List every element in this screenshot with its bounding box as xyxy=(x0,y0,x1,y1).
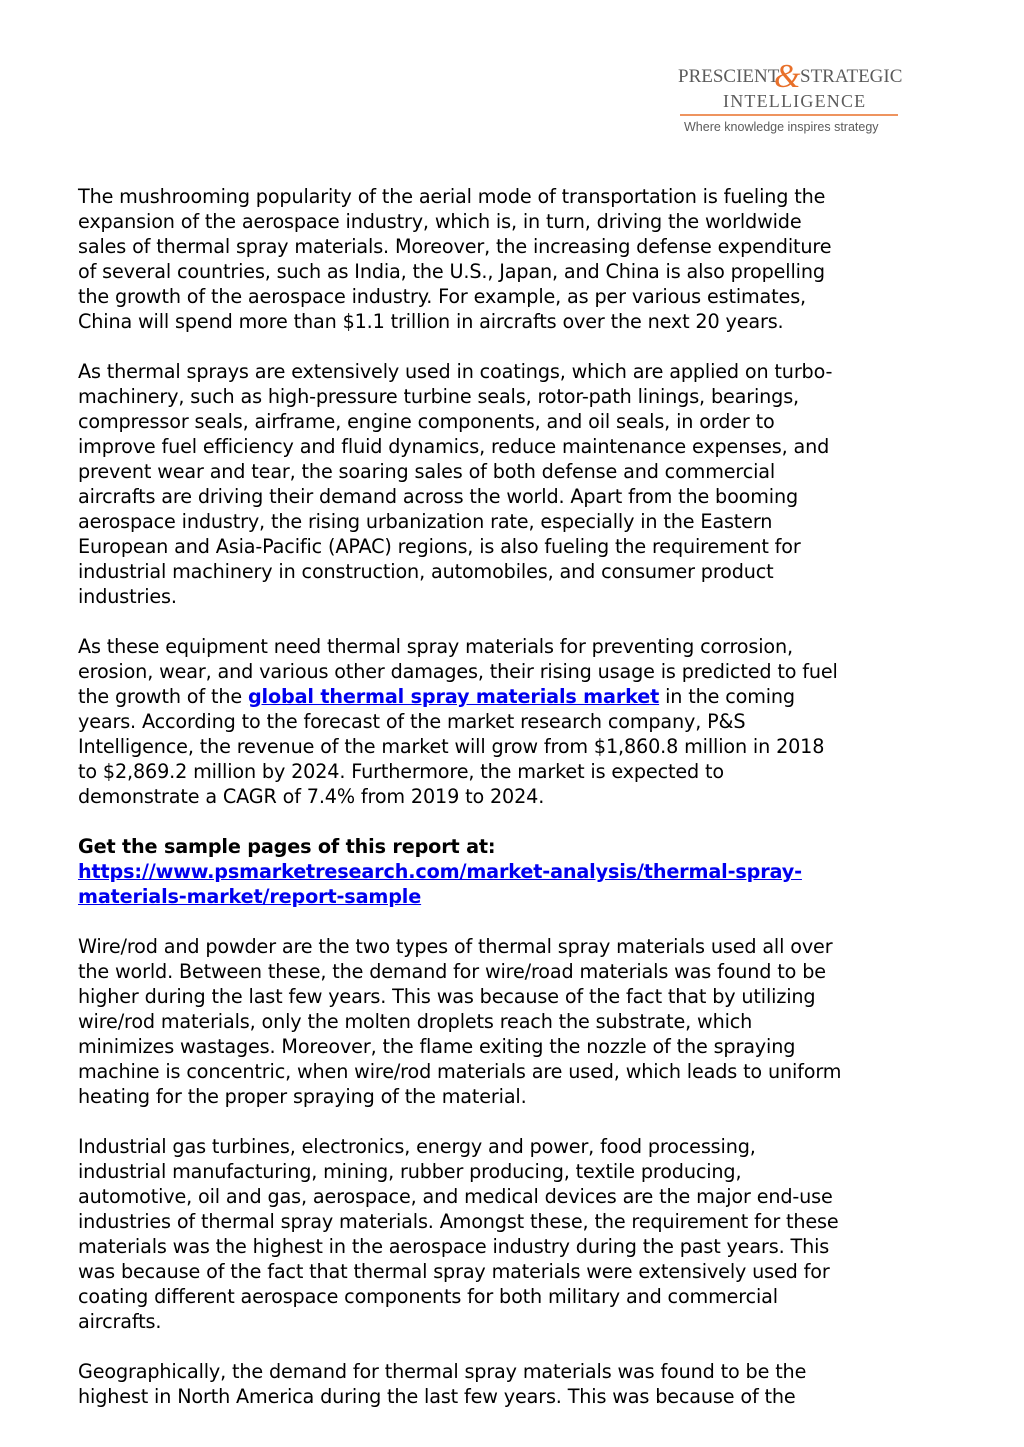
text-line: prevent wear and tear, the soaring sales of both defense and commercial xyxy=(78,460,776,483)
logo-graphic xyxy=(676,62,902,140)
text-fragment: in the coming xyxy=(659,685,795,708)
text-line: sales of thermal spray materials. Moreover, the increasing defense expenditure xyxy=(78,235,832,258)
text-line: industries of thermal spray materials. Amongst these, the requirement for these xyxy=(78,1210,839,1233)
paragraph-end-use xyxy=(78,1134,928,1334)
text-line: Wire/rod and powder are the two types of thermal spray materials used all over xyxy=(78,935,833,958)
text-line: years. According to the forecast of the market research company, P&S xyxy=(78,710,746,733)
text-line: aircrafts are driving their demand across the world. Apart from the booming xyxy=(78,485,799,508)
text-line: materials was the highest in the aerospace industry during the past years. This xyxy=(78,1235,830,1258)
paragraph-market-forecast xyxy=(78,634,928,809)
text-line: industrial machinery in construction, automobiles, and consumer product xyxy=(78,560,774,583)
text-line: As thermal sprays are extensively used in coatings, which are applied on turbo- xyxy=(78,360,833,383)
text-line: of several countries, such as India, the U.S., Japan, and China is also propelling xyxy=(78,260,825,283)
text-line: industries. xyxy=(78,585,177,608)
text-line: expansion of the aerospace industry, which is, in turn, driving the worldwide xyxy=(78,210,802,233)
text-line: The mushrooming popularity of the aerial mode of transportation is fueling the xyxy=(78,185,826,208)
text-line: automotive, oil and gas, aerospace, and medical devices are the major end-use xyxy=(78,1185,833,1208)
text-line: demonstrate a CAGR of 7.4% from 2019 to 2024. xyxy=(78,785,545,808)
text-line: coating different aerospace components for both military and commercial xyxy=(78,1285,778,1308)
sample-url-line: https://www.psmarketresearch.com/market-analysis/thermal-spray- xyxy=(78,860,802,883)
sample-pages-section xyxy=(78,834,928,909)
logo-ampersand: & xyxy=(774,62,801,95)
text-line: aircrafts. xyxy=(78,1310,162,1333)
document-body xyxy=(78,184,928,1434)
text-line: European and Asia-Pacific (APAC) regions, is also fueling the requirement for xyxy=(78,535,801,558)
paragraph-geography xyxy=(78,1359,928,1409)
text-line: heating for the proper spraying of the material. xyxy=(78,1085,527,1108)
logo-name-right: STRATEGIC xyxy=(800,66,902,87)
text-fragment: the growth of the xyxy=(78,685,248,708)
text-line: Industrial gas turbines, electronics, energy and power, food processing, xyxy=(78,1135,756,1158)
text-line: aerospace industry, the rising urbanization rate, especially in the Eastern xyxy=(78,510,773,533)
logo-name-left: PRESCIENT xyxy=(678,66,780,87)
text-line: highest in North America during the last few years. This was because of the xyxy=(78,1385,796,1408)
market-report-link[interactable]: global thermal spray materials market xyxy=(247,685,660,708)
text-line: the world. Between these, the demand for wire/road materials was found to be xyxy=(78,960,826,983)
text-line: Intelligence, the revenue of the market will grow from $1,860.8 million in 2018 xyxy=(78,735,825,758)
sample-url-line: materials-market/report-sample xyxy=(78,885,422,908)
text-line: China will spend more than $1.1 trillion in aircrafts over the next 20 years. xyxy=(78,310,784,333)
text-line: improve fuel efficiency and fluid dynamics, reduce maintenance expenses, and xyxy=(78,435,830,458)
text-line: machine is concentric, when wire/rod materials are used, which leads to uniform xyxy=(78,1060,842,1083)
logo-tagline: Where knowledge inspires strategy xyxy=(684,120,879,134)
company-logo xyxy=(676,62,902,140)
text-line: to $2,869.2 million by 2024. Furthermore, the market is expected to xyxy=(78,760,724,783)
sample-url-link[interactable] xyxy=(78,859,928,909)
paragraph-wire-rod xyxy=(78,934,928,1109)
logo-subtitle: INTELLIGENCE xyxy=(723,91,867,111)
text-line: compressor seals, airframe, engine components, and oil seals, in order to xyxy=(78,410,775,433)
text-line: was because of the fact that thermal spray materials were extensively used for xyxy=(78,1260,830,1283)
text-line: erosion, wear, and various other damages, their rising usage is predicted to fuel xyxy=(78,660,838,683)
text-line: industrial manufacturing, mining, rubber producing, textile producing, xyxy=(78,1160,742,1183)
text-line: wire/rod materials, only the molten droplets reach the substrate, which xyxy=(78,1010,753,1033)
paragraph-aerial-transport xyxy=(78,184,928,334)
text-line: higher during the last few years. This was because of the fact that by utilizing xyxy=(78,985,816,1008)
text-line: minimizes wastages. Moreover, the flame exiting the nozzle of the spraying xyxy=(78,1035,796,1058)
paragraph-coatings xyxy=(78,359,928,609)
sample-label: Get the sample pages of this report at: xyxy=(78,835,496,858)
text-line: the growth of the aerospace industry. For example, as per various estimates, xyxy=(78,285,806,308)
text-line: machinery, such as high-pressure turbine seals, rotor-path linings, bearings, xyxy=(78,385,799,408)
text-line: As these equipment need thermal spray materials for preventing corrosion, xyxy=(78,635,793,658)
text-line: Geographically, the demand for thermal spray materials was found to be the xyxy=(78,1360,807,1383)
